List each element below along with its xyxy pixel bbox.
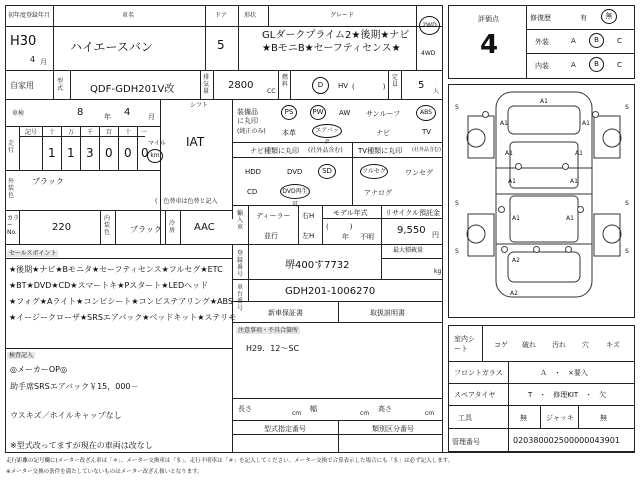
- nav-dvd: DVD: [287, 168, 303, 176]
- diagram-label: A2: [510, 290, 518, 297]
- diagram-label: S: [455, 200, 459, 207]
- sheet-opt: 汚れ: [552, 341, 566, 349]
- nav-hdd: HDD: [245, 168, 262, 176]
- mileage-head-3: 千: [87, 129, 94, 136]
- exterior-a: A: [571, 37, 576, 45]
- sheet-opt: 穴: [582, 341, 589, 349]
- equip-aw: AW: [339, 109, 351, 117]
- equip-ps-circle: PS: [281, 105, 297, 120]
- diagram-label: S: [455, 248, 459, 255]
- fuel-label: 燃料: [282, 74, 289, 88]
- capacity-label: 定員: [392, 74, 399, 88]
- equip-abs-circle: ABS: [416, 105, 436, 121]
- exterior-b-circle: B: [589, 33, 604, 48]
- interior-label: 内装: [535, 62, 549, 70]
- equip-pw-circle: PW: [310, 105, 326, 120]
- import-dealer: ディーラー: [256, 212, 291, 220]
- model-year-paren: ( ): [326, 223, 353, 231]
- height-label: 高さ: [378, 405, 392, 413]
- import-parallel: 並行: [264, 232, 278, 240]
- drive-4wd: 4WD: [421, 50, 436, 57]
- height-unit: cm: [425, 410, 435, 417]
- recycle-label: リサイクル預託金: [385, 209, 441, 217]
- sales-point-line: ★BT★DVD★CD★スマートキ★Pスタート★LEDヘッド: [9, 281, 209, 290]
- length-unit: cm: [292, 410, 302, 417]
- color-note: ( ) 色替車は色替と記入: [155, 198, 218, 205]
- inspection-label: 車検: [12, 110, 25, 117]
- tools-value: 無: [520, 414, 527, 422]
- diagram-label: A1: [500, 120, 508, 127]
- equipment-note: (純正のみ): [237, 128, 266, 135]
- diagram-label: A1: [570, 178, 578, 185]
- length-label: 長さ: [238, 405, 252, 413]
- sales-point-line: ★イージークローザ★SRSエアバック★ベッドキット★ステリモ: [9, 313, 237, 322]
- shape-label: 形状: [244, 12, 257, 19]
- mileage-head-1: 十: [49, 129, 56, 136]
- model-year-unknown: 不明: [360, 233, 374, 241]
- mgmt-no-label: 管理番号: [452, 438, 480, 446]
- nav-type-note: (社外品含む): [308, 147, 343, 154]
- width-unit: cm: [360, 410, 370, 417]
- mgmt-no: 020380002500000043901: [513, 436, 620, 445]
- car-body-diagram: [448, 84, 635, 318]
- nav-dvd-play-circle: DVD再生可: [280, 184, 310, 199]
- interior-b-circle: B: [589, 57, 604, 72]
- nav-type-label: ナビ種類に丸印: [250, 147, 299, 155]
- door-label: ドア: [215, 12, 227, 19]
- tools-label: 工具: [458, 414, 472, 422]
- displacement: 2800: [228, 80, 254, 91]
- capacity-max-label: 最大積載量: [393, 247, 424, 254]
- fuel-d-circle: D: [312, 77, 329, 94]
- diagram-label: A1: [505, 150, 513, 157]
- mileage-head-4: 百: [106, 129, 113, 136]
- tv-analog: アナログ: [364, 189, 392, 197]
- capacity-unit: 人: [433, 88, 440, 95]
- shift-label: シフト: [190, 102, 209, 109]
- mileage-digit: 0: [141, 146, 149, 160]
- diagram-label: A2: [512, 257, 520, 264]
- mileage-head-2: 万: [68, 129, 75, 136]
- color-no-label: カラーNo.: [7, 215, 20, 236]
- reg-no: 堺400す7732: [285, 260, 350, 271]
- chassis-label: 車台番号: [237, 284, 244, 312]
- attention-value: H29．12～SC: [246, 344, 300, 353]
- diagram-label: A1: [582, 120, 590, 127]
- sales-point-line: ★後期★ナビ★Bモニタ★セーフティセンス★フルセグ★ETC: [9, 265, 223, 274]
- mileage-label: 走行: [8, 140, 15, 154]
- mileage-head-0: 記号: [25, 129, 38, 136]
- capacity-max-unit: kg: [434, 268, 442, 275]
- diagram-label: S: [625, 104, 629, 111]
- import-left: 左H: [302, 232, 315, 240]
- diagram-label: S: [625, 248, 629, 255]
- import-right: 右H: [302, 212, 315, 220]
- mileage-unit-mile: マイル: [148, 140, 166, 147]
- diagram-label: S: [625, 200, 629, 207]
- mileage-digit: 0: [105, 146, 113, 160]
- diagram-label: A1: [512, 215, 520, 222]
- mileage-digit: 0: [124, 146, 132, 160]
- grade-label: グレード: [330, 12, 355, 19]
- grade: GLダークプライム2★後期★ナビ★BモニB★セーフティセンス★: [262, 30, 410, 54]
- model-year-label: モデル年式: [333, 209, 368, 217]
- model-label: 型式: [57, 78, 64, 92]
- fuel-hv: HV: [338, 82, 349, 90]
- diagram-label: A1: [566, 215, 574, 222]
- first-reg-month: 4: [30, 55, 36, 64]
- tv-fullseg-circle: フルセグ: [360, 164, 388, 179]
- sheet-opt: 破れ: [522, 341, 536, 349]
- damage-marker: [562, 163, 569, 170]
- doors: 5: [217, 38, 225, 52]
- tv-oneseg: ワンセグ: [405, 169, 433, 177]
- first-reg-label: 初年度登録年月: [8, 12, 51, 19]
- first-reg-era: H30: [10, 34, 37, 49]
- equip-sunroof: サンルーフ: [366, 110, 401, 118]
- model-code: QDF-GDH201V改: [90, 84, 175, 95]
- model-year-unit: 年: [342, 233, 349, 241]
- color-label: 外装色: [8, 178, 15, 199]
- color-no: 220: [52, 222, 72, 233]
- windshield-value: Ａ ・ ×要入: [540, 369, 588, 377]
- exterior-color: ブラック: [32, 177, 64, 186]
- equipment-label: 装備品に丸印: [237, 108, 258, 125]
- mileage-digit: 1: [48, 146, 56, 160]
- notes-line: ◎メーカーOP◎: [10, 365, 67, 374]
- tv-type-label: TV種類に丸印: [358, 147, 403, 155]
- exterior-c: C: [617, 37, 622, 45]
- sheet-opt: キズ: [606, 341, 620, 349]
- interior-sheet-label: 室内シート: [454, 335, 475, 353]
- jack-value: 無: [600, 414, 607, 422]
- damage-marker: [533, 246, 540, 253]
- windshield-label: フロントガラス: [454, 369, 503, 377]
- recycle-unit: 円: [432, 231, 439, 239]
- use-type: 自家用: [10, 81, 34, 90]
- diagram-label: A1: [575, 150, 583, 157]
- score-value: 4: [480, 30, 499, 60]
- jack-label: ジャッキ: [546, 414, 574, 422]
- equip-airbag-circle: エアバック: [312, 124, 342, 138]
- nav-sd-circle: SD: [318, 164, 336, 179]
- interior-c: C: [617, 61, 622, 69]
- tv-type-note: (社外品含む): [412, 147, 441, 153]
- ac-value: AAC: [194, 222, 215, 233]
- spare-tire-label: スペアタイヤ: [454, 391, 496, 399]
- damage-marker: [501, 246, 508, 253]
- interior-a: A: [571, 61, 576, 69]
- sales-point-line: ★フォグ★Aライト★コンピシート★コンビステアリング★ABS: [9, 297, 233, 306]
- category-no-label: 類別区分番号: [372, 425, 414, 433]
- nav-cd: CD: [247, 188, 258, 196]
- score-label: 評価点: [478, 15, 499, 23]
- damage-marker: [565, 246, 572, 253]
- notes-label: 検査記入: [9, 352, 34, 359]
- sales-points-label: セールスポイント: [9, 250, 57, 257]
- repair-no-circle: 無: [601, 9, 617, 24]
- footer-note: 走行距離の記号欄に(メーター改ざん車は「＊」、メーター交換車は「＄」、走行不明車は「＃」を記入してください。メーター交換で合算表示した場合にも「＄」は必ず記入します。: [6, 458, 454, 464]
- damage-marker: [577, 206, 584, 213]
- inspection-month-unit: 月: [148, 113, 155, 121]
- manual: 取扱説明書: [370, 309, 405, 317]
- damage-marker: [515, 163, 522, 170]
- equip-nav: ナビ: [376, 129, 390, 137]
- equip-tv: TV: [422, 128, 432, 136]
- mileage-unit-km-circle: km: [147, 149, 163, 163]
- repair-yes: 有: [580, 14, 587, 22]
- width-label: 幅: [310, 405, 317, 413]
- repair-label: 修復歴: [530, 14, 551, 22]
- attention-label: 注意事項・不具合箇所: [238, 327, 299, 334]
- footer-note: ※メーター交換の条件を満たしていないものはメーター改ざん扱いとなります。: [6, 469, 203, 475]
- notes-line: 助手席SRSエアバック￥15，000－: [10, 382, 139, 391]
- spare-tire-value: T ・ 修理KIT ・ 欠: [528, 391, 607, 399]
- ac-label: 冷房: [169, 220, 176, 234]
- drive-2wd-circle: 2WD: [419, 16, 440, 35]
- damage-marker: [592, 111, 599, 118]
- inspection-month: 4: [124, 107, 131, 118]
- interior-color-label: 内装色: [104, 215, 111, 236]
- cc-unit: CC: [267, 88, 276, 95]
- capacity: 5: [418, 80, 425, 91]
- first-reg-month-unit: 月: [40, 58, 47, 66]
- reg-no-label: 登録番号: [237, 250, 244, 278]
- mileage-digit: 1: [67, 146, 75, 160]
- import-label: 輸入車: [237, 210, 244, 231]
- mileage-head-6: 一: [141, 129, 148, 136]
- sheet-opt: コゲ: [494, 341, 508, 349]
- diagram-label: S: [455, 104, 459, 111]
- notes-line: ※型式改ってますが現在の車両は改なし: [10, 441, 153, 450]
- diagram-label: A1: [540, 98, 548, 105]
- new-car-warranty: 新車保証書: [268, 309, 303, 317]
- inspection-year: 8: [77, 107, 84, 118]
- chassis-no: GDH201-1006270: [285, 286, 376, 297]
- damage-marker: [482, 111, 489, 118]
- exterior-label: 外装: [535, 38, 549, 46]
- notes-line: ウスキズ／ホイルキャップなし: [10, 411, 122, 420]
- mileage-digit: 3: [86, 146, 94, 160]
- damage-marker: [498, 206, 505, 213]
- displacement-label: 排気量: [203, 74, 210, 95]
- car-name: ハイエースバン: [70, 40, 153, 54]
- inspection-year-unit: 年: [104, 113, 111, 121]
- model-no-label: 型式指定番号: [264, 425, 306, 433]
- car-name-label: 車名: [122, 12, 135, 19]
- diagram-label: A1: [508, 178, 516, 185]
- shift-value: IAT: [186, 135, 205, 149]
- interior-color: ブラック: [130, 225, 162, 234]
- equip-leather: 本革: [282, 129, 296, 137]
- recycle-value: 9,550: [397, 225, 426, 236]
- fuel-paren: ( ): [352, 83, 386, 91]
- mileage-head-5: 十: [125, 129, 132, 136]
